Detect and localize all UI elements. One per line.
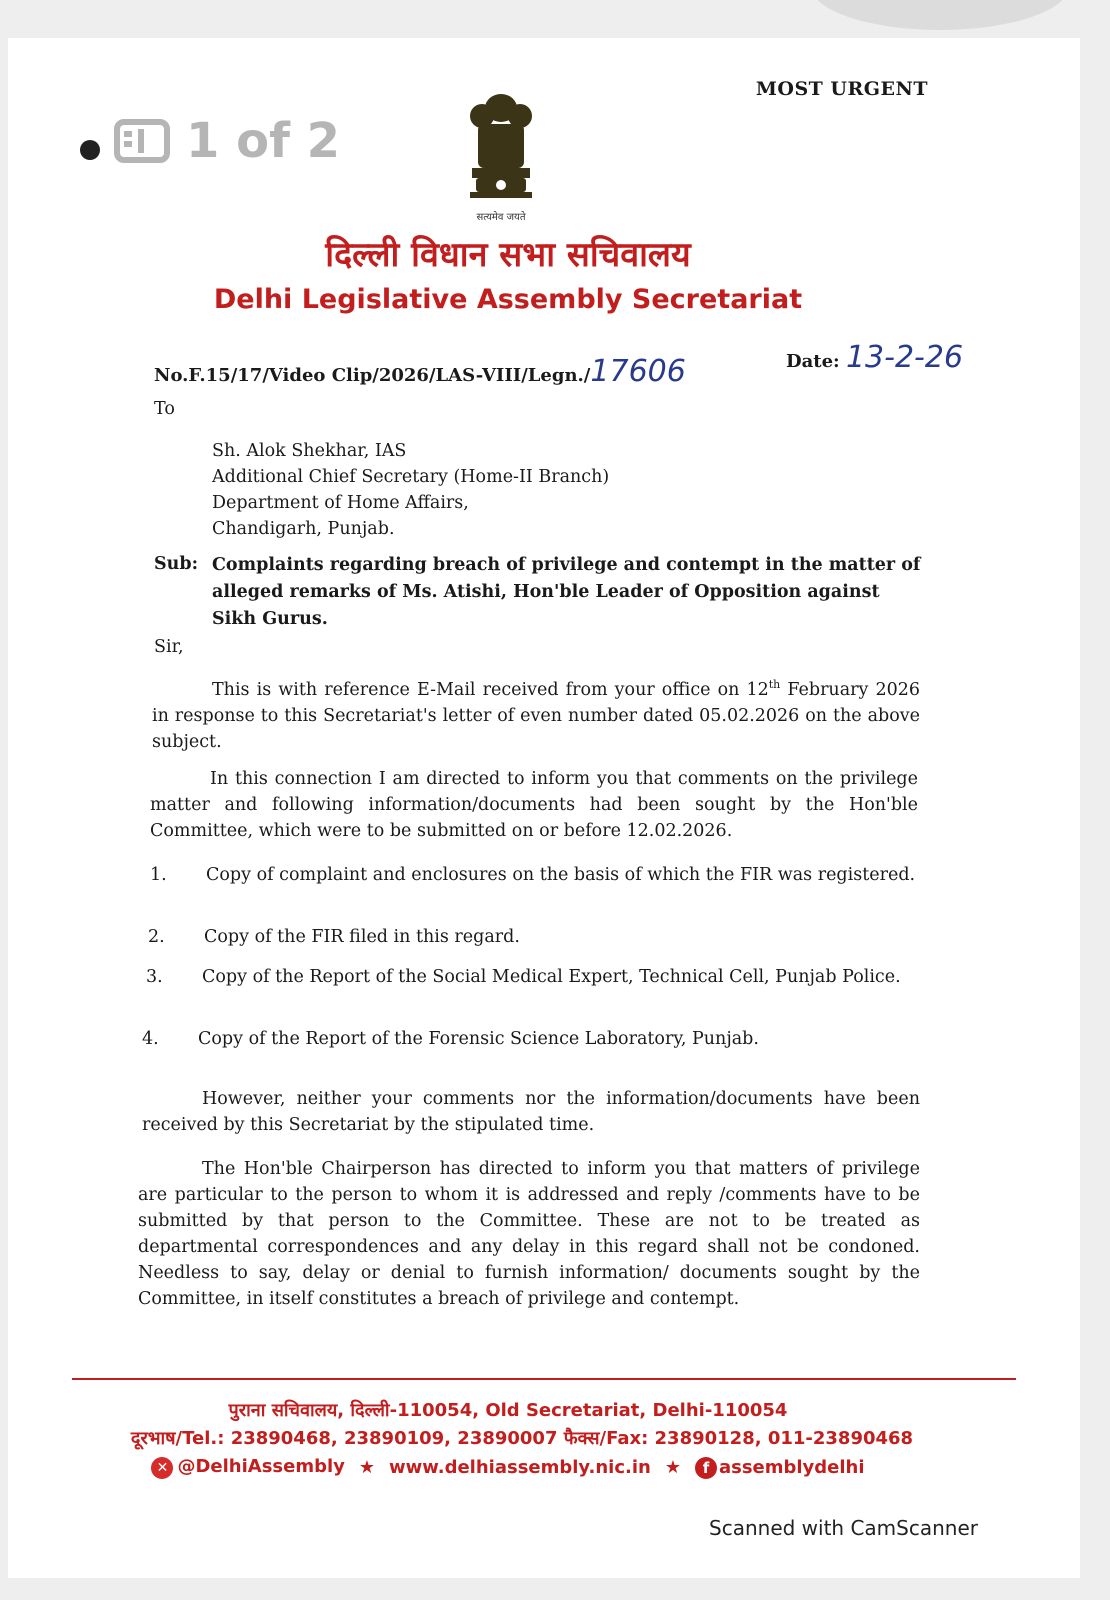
website-link[interactable]: www.delhiassembly.nic.in bbox=[389, 1457, 651, 1478]
x-twitter-icon: ✕ bbox=[151, 1457, 173, 1479]
scan-dot bbox=[80, 140, 100, 160]
facebook-handle[interactable]: f assemblydelhi bbox=[695, 1457, 865, 1479]
paragraph-1-superscript: th bbox=[768, 678, 781, 691]
book-icon bbox=[114, 119, 170, 163]
footer-star-separator: ★ bbox=[664, 1457, 681, 1478]
camscanner-watermark: Scanned with CamScanner bbox=[709, 1516, 978, 1540]
addressee-location: Chandigarh, Punjab. bbox=[212, 519, 395, 539]
reference-text: No.F.15/17/Video Clip/2026/LAS-VIII/Legn./ bbox=[154, 365, 591, 386]
letterhead-english-title: Delhi Legislative Assembly Secretariat bbox=[213, 284, 803, 315]
list-item-text: Copy of complaint and enclosures on the basis of which the FIR was registered. bbox=[206, 865, 916, 885]
list-item bbox=[146, 964, 916, 990]
reference-number bbox=[154, 354, 686, 389]
reference-handwritten: 17606 bbox=[590, 354, 686, 389]
facebook-icon: f bbox=[695, 1457, 717, 1479]
paragraph-3-text: However, neither your comments nor the information/documents have been received by this Secretariat by the stipulated time. bbox=[142, 1089, 920, 1135]
addressee-department: Department of Home Affairs, bbox=[212, 493, 469, 513]
page-counter bbox=[80, 114, 340, 168]
emblem-motto: सत्यमेव जयते bbox=[476, 212, 526, 223]
letter-date bbox=[786, 340, 963, 375]
list-item bbox=[150, 862, 920, 888]
list-item-text: Copy of the Report of the Forensic Science Laboratory, Punjab. bbox=[198, 1029, 759, 1049]
scanned-letter-page bbox=[8, 38, 1080, 1578]
list-item bbox=[148, 924, 918, 950]
addressee-designation: Additional Chief Secretary (Home-II Branch) bbox=[212, 467, 610, 487]
paragraph-2-text: In this connection I am directed to inform you that comments on the privilege matter and following information/documents had been sought by the Hon'ble Committee, which were to be submitted on or before 12.02.2026. bbox=[150, 769, 918, 841]
footer-divider bbox=[72, 1378, 1016, 1380]
list-item-number: 4. bbox=[142, 1029, 159, 1049]
salutation: Sir, bbox=[154, 637, 184, 657]
list-item bbox=[142, 1026, 912, 1052]
subject-text: Complaints regarding breach of privilege and contempt in the matter of alleged remarks of Ms. Atishi, Hon'ble Leader of Opposition against Sikh Gurus. bbox=[212, 555, 921, 629]
letterhead-hindi-title: दिल्ली विधान सभा सचिवालय bbox=[325, 235, 691, 275]
footer-address: पुराना सचिवालय, दिल्ली-110054, Old Secretariat, Delhi-110054 bbox=[228, 1400, 788, 1421]
paragraph-4 bbox=[138, 1156, 920, 1312]
date-label: Date: bbox=[786, 351, 840, 372]
footer-star-separator: ★ bbox=[358, 1457, 376, 1478]
footer-phones: दूरभाष/Tel.: 23890468, 23890109, 23890007 फैक्स/Fax: 23890128, 011-23890468 bbox=[130, 1428, 914, 1449]
paragraph-2 bbox=[150, 766, 918, 844]
page-count: 1 of 2 bbox=[186, 113, 341, 169]
addressee-name: Sh. Alok Shekhar, IAS bbox=[212, 441, 407, 461]
corner-shadow bbox=[810, 0, 1070, 30]
footer-social bbox=[8, 1456, 1008, 1479]
list-item-text: Copy of the FIR filed in this regard. bbox=[204, 927, 520, 947]
paragraph-1-part-b: February 2026 in response to this Secretariat's letter of even number dated 05.02.2026 on the above subject. bbox=[152, 679, 920, 752]
list-item-number: 2. bbox=[148, 927, 165, 947]
paragraph-1-part-a: This is with reference E-Mail received from your office on 12 bbox=[212, 679, 769, 700]
list-item-number: 3. bbox=[146, 967, 163, 987]
paragraph-3 bbox=[142, 1086, 920, 1138]
to-label: To bbox=[154, 399, 175, 419]
addressee-block bbox=[212, 438, 609, 542]
date-handwritten: 13-2-26 bbox=[845, 340, 964, 375]
paragraph-4-text: The Hon'ble Chairperson has directed to inform you that matters of privilege are particular to the person to whom it is addressed and reply /comments have to be submitted by that person to the Committee. These are not to be treated as departmental correspondences and any delay in this regard shall not be condoned. Needless to say, delay or denial to furnish information/ documents sought by the Committee, in itself constitutes a breach of privilege and contempt. bbox=[138, 1159, 920, 1309]
list-item-number: 1. bbox=[150, 865, 167, 885]
list-item-text: Copy of the Report of the Social Medical Expert, Technical Cell, Punjab Police. bbox=[202, 967, 901, 987]
national-emblem-icon bbox=[456, 86, 546, 226]
priority-label: MOST URGENT bbox=[755, 78, 928, 100]
twitter-handle[interactable]: ✕ @DelhiAssembly bbox=[151, 1456, 344, 1479]
paragraph-1 bbox=[152, 672, 920, 755]
subject-label: Sub: bbox=[154, 554, 199, 574]
